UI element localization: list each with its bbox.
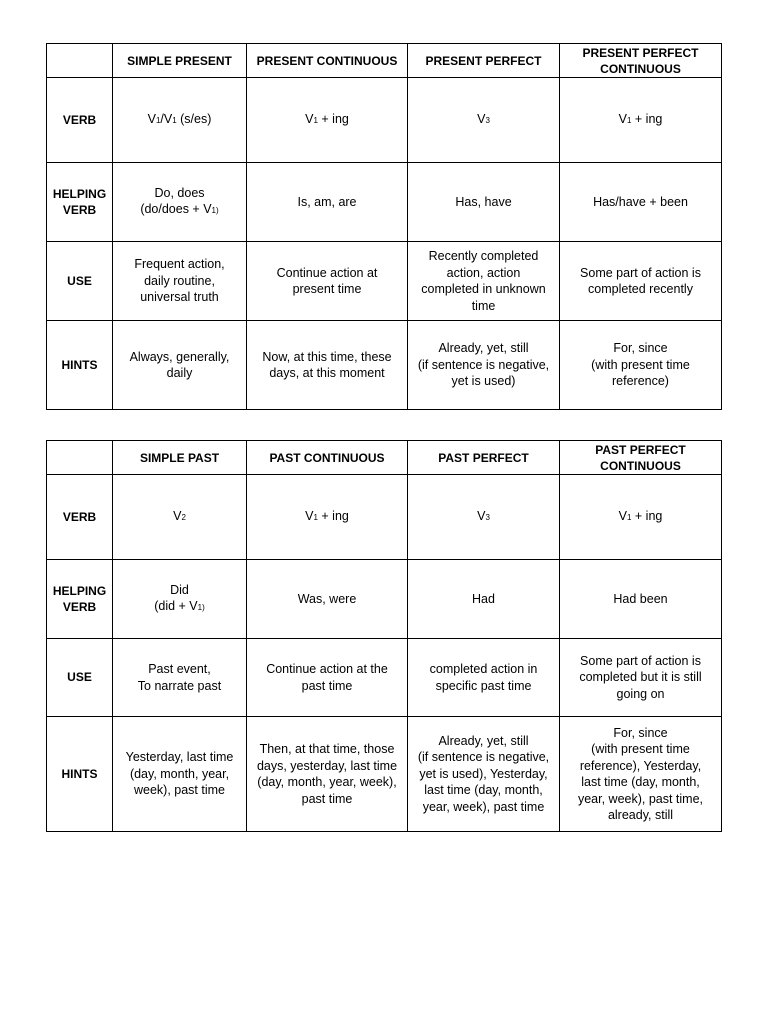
table-cell: [113, 717, 247, 832]
present-tenses-table: [46, 43, 722, 410]
cell-text: (do/does + V: [140, 202, 212, 216]
row-header-text: VERB: [62, 203, 97, 217]
table-cell: [408, 78, 560, 163]
table-cell: [247, 242, 408, 321]
cell-text: Then, at that time, those days, yesterday, last time (day, month, year, week), past time: [256, 742, 398, 806]
cell-text: Now, at this time, these days, at this moment: [262, 349, 392, 380]
subscript-text: 1: [172, 115, 177, 125]
row-header: [47, 475, 113, 560]
cell-text: V: [477, 508, 486, 523]
row-header: [47, 78, 113, 163]
cell-text: Continue action at the past time: [266, 662, 388, 693]
corner-cell: [47, 441, 113, 475]
subscript-text: 2: [181, 512, 186, 522]
subscript-text: 1: [626, 115, 632, 125]
cell-text: V: [305, 111, 314, 126]
row-header: [47, 639, 113, 717]
row-header: [47, 321, 113, 410]
row-header: [47, 717, 113, 832]
table-cell: [408, 163, 560, 242]
cell-text: Has, have: [455, 194, 512, 209]
table-cell: [113, 163, 247, 242]
cell-text: For, since (with present time reference): [591, 341, 690, 389]
table-cell: [560, 321, 722, 410]
cell-text: Past event, To narrate past: [137, 662, 222, 693]
cell-text: completed action in specific past time: [429, 662, 538, 693]
table-cell: [560, 560, 722, 639]
table-cell: [560, 717, 722, 832]
subscript-text: 1: [313, 115, 318, 125]
column-header: PRESENT CONTINUOUS: [247, 44, 408, 78]
column-header: PAST PERFECT: [408, 441, 560, 475]
cell-text: Some part of action is completed recently: [580, 265, 701, 296]
table-cell: [560, 242, 722, 321]
row-header-text: VERB: [62, 600, 97, 614]
subscript-text: 3: [485, 115, 490, 125]
subscript-text: 1: [626, 512, 632, 522]
cell-text: Already, yet, still (if sentence is negative, yet is used): [417, 341, 550, 389]
table-cell: [560, 475, 722, 560]
table-cell: [247, 321, 408, 410]
table-cell: [408, 639, 560, 717]
cell-text: + ing: [317, 111, 349, 126]
cell-text: Did: [170, 582, 189, 597]
row-header-text: VERB: [62, 112, 97, 127]
cell-text: V: [173, 508, 182, 523]
row-header: [47, 560, 113, 639]
table-cell: [113, 639, 247, 717]
cell-text: Continue action at present time: [276, 265, 378, 296]
table-cell: [247, 717, 408, 832]
table-cell: [408, 475, 560, 560]
corner-cell: [47, 44, 113, 78]
row-header-text: USE: [67, 273, 92, 288]
cell-text: Some part of action is completed but it is still going on: [579, 653, 702, 701]
table-cell: [247, 78, 408, 163]
row-header: [47, 242, 113, 321]
cell-text: Had been: [613, 591, 668, 606]
row-header-text: VERB: [62, 509, 97, 524]
column-header: PRESENT PERFECT: [408, 44, 560, 78]
past-tenses-table: [46, 440, 722, 832]
column-header: PRESENT PERFECT CONTINUOUS: [560, 44, 722, 78]
row-header-text: HINTS: [61, 766, 98, 781]
cell-text: Frequent action, daily routine, universal truth: [134, 257, 225, 305]
table-cell: [408, 560, 560, 639]
row-header-text: HINTS: [61, 357, 98, 372]
cell-text: (s/es): [176, 111, 212, 126]
cell-text: /V: [160, 111, 173, 126]
cell-text: For, since (with present time reference), Yesterday, last time (day, month, year, week), past time, already, still: [577, 725, 704, 822]
cell-text: (did + V: [154, 599, 198, 613]
table-cell: [113, 321, 247, 410]
cell-text: Was, were: [297, 591, 357, 606]
table-cell: [247, 475, 408, 560]
cell-text: + ing: [317, 508, 349, 523]
table-cell: [560, 163, 722, 242]
cell-text: V: [305, 508, 314, 523]
table-cell: [247, 560, 408, 639]
cell-text: Yesterday, last time (day, month, year, week), past time: [125, 750, 234, 798]
column-header: SIMPLE PRESENT: [113, 44, 247, 78]
subscript-text: 1: [155, 115, 161, 125]
subscript-text: 3: [485, 512, 490, 522]
column-header: PAST PERFECT CONTINUOUS: [560, 441, 722, 475]
cell-text: Already, yet, still (if sentence is negative, yet is used), Yesterday, last time (day, month, year, week), past time: [417, 733, 550, 814]
table-cell: [560, 78, 722, 163]
cell-text: Do, does: [154, 185, 205, 200]
table-cell: [113, 475, 247, 560]
cell-text: + ing: [631, 111, 663, 126]
row-header-text: USE: [67, 670, 92, 685]
table-cell: [247, 163, 408, 242]
table-cell: [408, 242, 560, 321]
cell-text: Had: [472, 591, 495, 606]
table-cell: [113, 560, 247, 639]
table-cell: [560, 639, 722, 717]
table-cell: [247, 639, 408, 717]
cell-text: V: [477, 111, 486, 126]
cell-text: Always, generally, daily: [129, 349, 230, 380]
table-cell: [408, 321, 560, 410]
cell-text: V: [147, 111, 156, 126]
column-header: SIMPLE PAST: [113, 441, 247, 475]
subscript-text: 1): [211, 206, 219, 215]
cell-text: Recently completed action, action completed in unknown time: [421, 249, 546, 313]
row-header-text: HELPING: [52, 583, 107, 598]
row-header: [47, 163, 113, 242]
column-header: PAST CONTINUOUS: [247, 441, 408, 475]
cell-text: V: [618, 508, 627, 523]
cell-text: Has/have + been: [593, 194, 688, 209]
table-cell: [113, 242, 247, 321]
table-cell: [408, 717, 560, 832]
cell-text: Is, am, are: [297, 194, 357, 209]
cell-text: + ing: [631, 508, 663, 523]
subscript-text: 1: [313, 512, 318, 522]
cell-text: V: [618, 111, 627, 126]
row-header-text: HELPING: [52, 186, 107, 201]
subscript-text: 1): [197, 603, 205, 612]
table-cell: [113, 78, 247, 163]
